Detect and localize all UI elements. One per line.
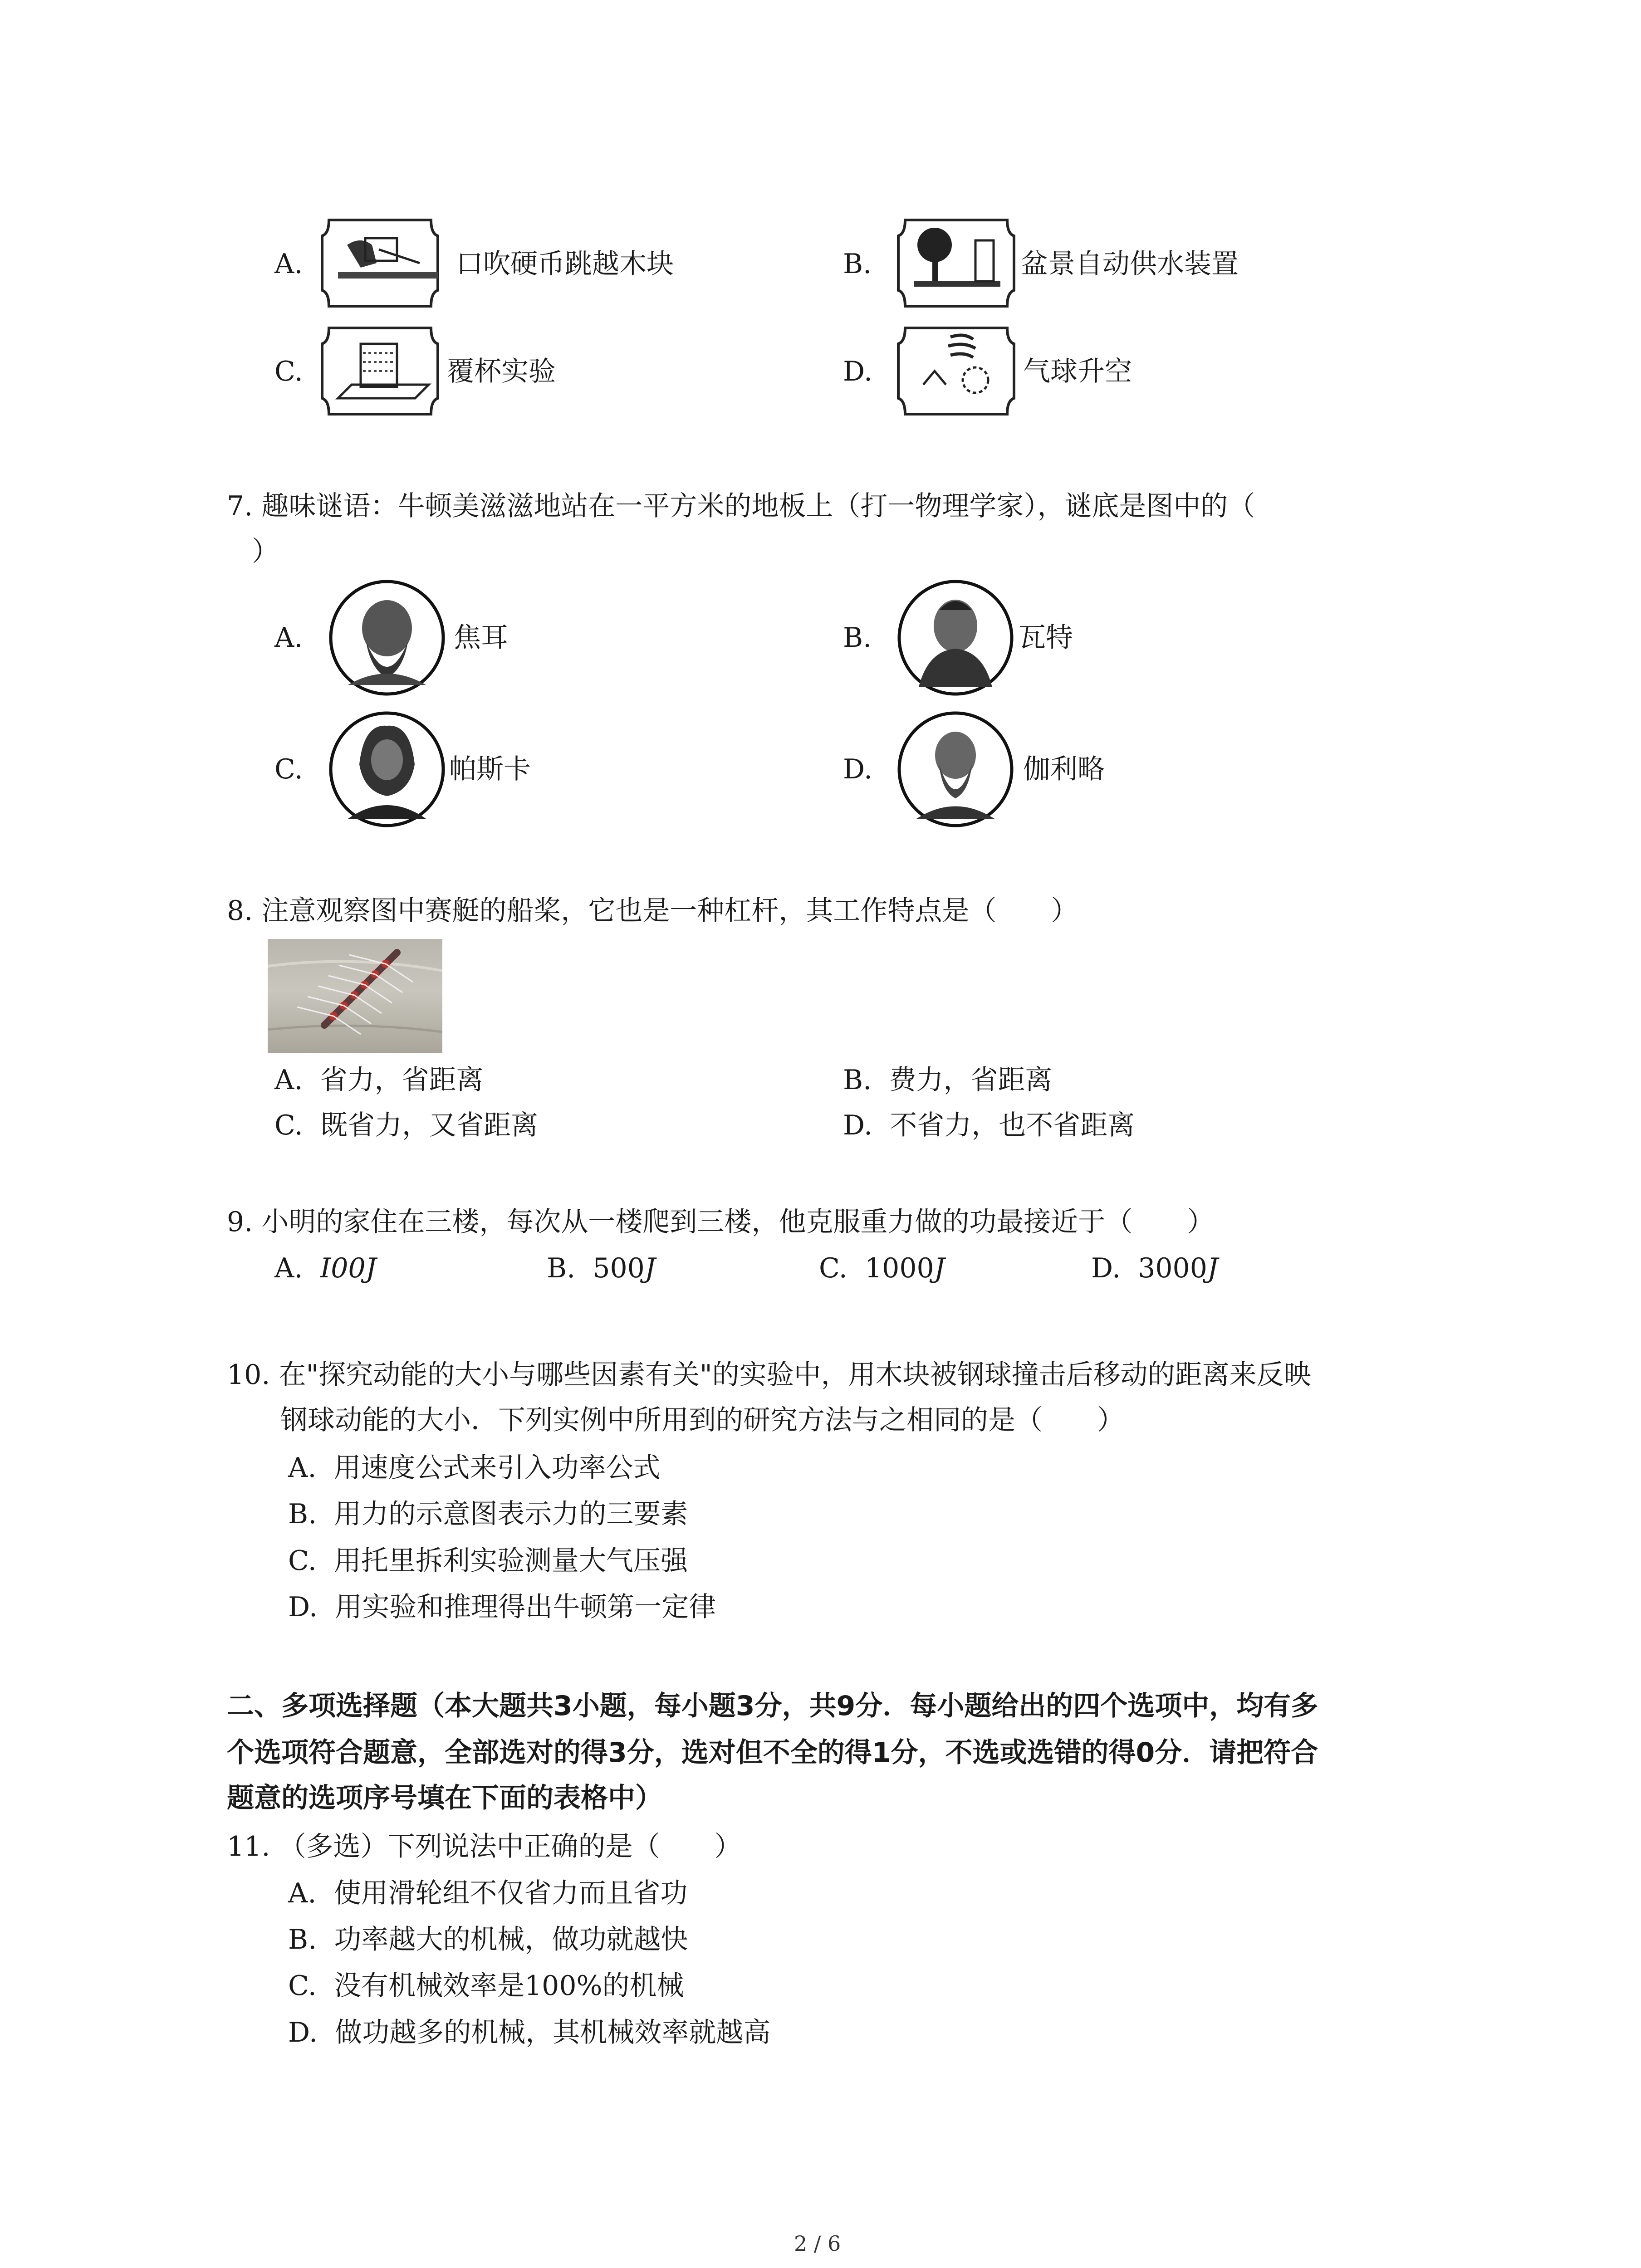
q10-stem-line1: 10. 在"探究动能的大小与哪些因素有关"的实验中，用木块被钢球撞击后移动的距离来反映 [227,1359,1311,1391]
coin-jump-illustration [320,218,440,308]
q9-option-d-unit: J [1207,1252,1218,1284]
q10-option-a[interactable] [288,1452,661,1484]
q7-option-a-letter[interactable]: A. [274,622,303,654]
q10-option-b-text: 用力的示意图表示力的三要素 [334,1498,688,1530]
q9-option-b[interactable] [547,1252,656,1285]
q9-option-a-value: I00 [320,1252,366,1284]
q9-option-a-letter: A. [274,1252,303,1284]
q10-option-d[interactable] [288,1591,716,1623]
q7-option-a-text: 焦耳 [454,622,508,654]
q9-option-b-letter: B. [547,1252,576,1284]
q10-option-d-letter: D. [288,1591,318,1623]
page-number: 2 / 6 [794,2231,841,2256]
q8-option-a[interactable] [274,1064,484,1096]
q8-option-d-letter: D. [843,1110,873,1141]
q11-option-d-letter: D. [288,2017,318,2048]
q10-option-a-text: 用速度公式来引入功率公式 [333,1452,661,1484]
q7-option-d-letter[interactable]: D. [843,753,873,785]
q11-option-d-text: 做功越多的机械，其机械效率就越高 [335,2017,771,2048]
q6-option-d-letter[interactable]: D. [843,356,873,387]
q9-option-c-unit: J [934,1252,945,1284]
q7-stem-line2: ） [252,536,279,567]
bonsai-water-device-illustration [896,218,1016,308]
q11-option-b[interactable] [288,1923,688,1956]
q8-option-d-text: 不省力，也不省距离 [890,1110,1135,1141]
q8-stem: 8. 注意观察图中赛艇的船桨，它也是一种杠杆，其工作特点是（ ） [227,895,1078,927]
q10-option-b[interactable] [288,1498,688,1530]
q6-option-b-text: 盆景自动供水装置 [1021,248,1239,280]
q9-option-c-letter: C. [819,1252,847,1284]
q11-option-c-text: 没有机械效率是100%的机械 [334,1970,684,2002]
q8-option-c-letter: C. [274,1110,303,1141]
q10-option-c-text: 用托里拆利实验测量大气压强 [334,1545,688,1577]
q10-option-d-text: 用实验和推理得出牛顿第一定律 [335,1591,716,1623]
balloon-rising-illustration [896,326,1016,416]
watt-portrait [896,578,1015,697]
q9-option-c-value: 1000 [865,1252,934,1284]
q6-option-c-letter[interactable]: C. [274,356,303,387]
q9-stem: 9. 小明的家住在三楼，每次从一楼爬到三楼，他克服重力做的功最接近于（ ） [227,1206,1215,1238]
q6-option-b-letter[interactable]: B. [843,248,872,280]
q11-option-c-letter: C. [288,1970,317,2002]
q10-option-c-letter: C. [288,1545,317,1577]
q9-option-d[interactable] [1091,1252,1218,1285]
section2-heading-line2: 个选项符合题意，全部选对的得3分，选对但不全的得1分，不选或选错的得0分．请把符合 [227,1737,1318,1769]
q11-option-a-text: 使用滑轮组不仅省力而且省功 [333,1877,688,1909]
q9-option-c[interactable] [819,1252,945,1285]
q10-option-b-letter: B. [288,1498,317,1530]
galileo-portrait [896,710,1015,829]
q8-option-a-text: 省力，省距离 [320,1064,484,1096]
q8-option-b-text: 费力，省距离 [889,1064,1053,1096]
pascal-portrait [328,710,446,829]
q11-option-c[interactable] [288,1970,684,2002]
q9-option-b-value: 500 [593,1252,645,1284]
q6-option-d-text: 气球升空 [1023,356,1132,387]
q10-option-a-letter: A. [288,1452,317,1484]
q9-option-b-unit: J [644,1252,656,1284]
cup-cover-experiment-illustration [320,326,440,416]
q11-option-b-letter: B. [288,1924,317,1955]
q8-option-b-letter: B. [843,1064,872,1096]
q7-option-d-text: 伽利略 [1023,753,1105,785]
q11-option-d[interactable] [288,2016,770,2049]
q11-option-b-text: 功率越大的机械，做功就越快 [334,1924,688,1955]
q7-option-c-text: 帕斯卡 [449,753,531,785]
q11-option-a-letter: A. [288,1877,317,1909]
q8-option-a-letter: A. [274,1064,303,1096]
q11-stem: 11. （多选）下列说法中正确的是（ ） [227,1831,742,1862]
section2-heading-line1: 二、多项选择题（本大题共3小题，每小题3分，共9分．每小题给出的四个选项中，均有多 [227,1690,1318,1722]
q8-option-c-text: 既省力，又省距离 [320,1110,538,1141]
q9-option-d-value: 3000 [1138,1252,1207,1284]
q6-option-a-text: 口吹硬币跳越木块 [456,248,674,280]
q6-option-a-letter[interactable]: A. [274,248,303,280]
q8-option-b[interactable] [843,1064,1052,1096]
q10-stem-line2: 钢球动能的大小．下列实例中所用到的研究方法与之相同的是（ ） [280,1404,1124,1436]
q7-option-b-letter[interactable]: B. [843,622,872,654]
q11-option-a[interactable] [288,1877,688,1910]
joule-portrait [328,578,446,697]
q9-option-a[interactable] [274,1252,377,1285]
rowing-boat-photo [268,939,442,1053]
q6-option-c-text: 覆杯实验 [447,356,556,387]
q8-option-c[interactable] [274,1109,538,1142]
q9-option-a-unit: J [365,1252,377,1284]
q8-option-d[interactable] [843,1109,1135,1142]
q10-option-c[interactable] [288,1545,688,1577]
q7-stem-line1: 7. 趣味谜语：牛顿美滋滋地站在一平方米的地板上（打一物理学家），谜底是图中的（ [227,490,1255,522]
q7-option-c-letter[interactable]: C. [274,753,303,785]
q7-option-b-text: 瓦特 [1019,622,1073,654]
section2-heading-line3: 题意的选项序号填在下面的表格中） [227,1782,662,1814]
q9-option-d-letter: D. [1091,1252,1121,1284]
